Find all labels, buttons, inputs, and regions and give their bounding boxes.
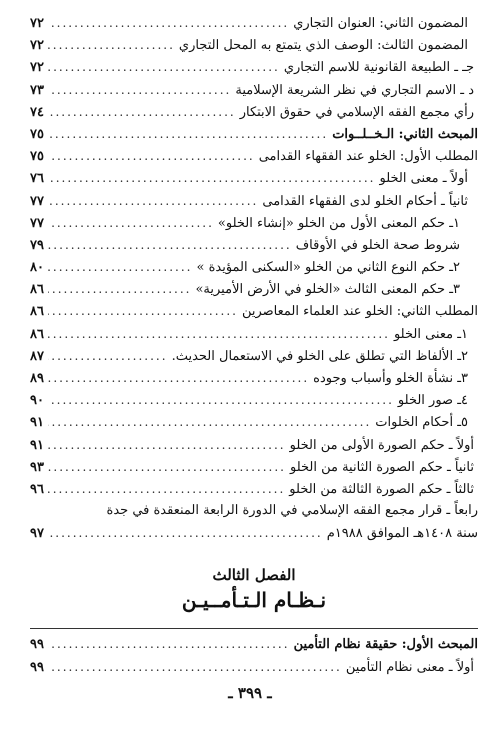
toc-entry <box>30 389 478 411</box>
toc-entry-title: المطلب الثاني: الخلو عند العلماء المعاصرين <box>241 304 478 320</box>
toc-entry-title: ثانياً ـ أحكام الخلو لدى الفقهاء القدامى <box>262 193 468 209</box>
toc-entry-title: ١ـ حكم المعنى الأول من الخلو «إنشاء الخلو» <box>217 215 460 231</box>
leader-dots <box>48 34 175 56</box>
leader-dots <box>48 478 285 500</box>
toc-entry <box>30 56 478 78</box>
toc-entry <box>30 323 478 345</box>
toc-entry-page: ٨٠ <box>30 260 44 276</box>
toc-entry <box>30 345 478 367</box>
leader-dots <box>48 411 371 433</box>
toc-entry-page: ٩٩ <box>30 659 44 675</box>
leader-dots <box>48 212 214 234</box>
leader-dots <box>48 167 376 189</box>
toc-entry-page: ٨٧ <box>30 348 44 364</box>
toc-entry-title-cont: سنة ١٤٠٨هـ الموافق ١٩٨٨م <box>326 526 478 542</box>
leader-dots <box>48 456 286 478</box>
leader-dots <box>48 633 290 655</box>
toc-entry-title: ١ـ معنى الخلو <box>393 326 468 342</box>
toc-entry-title: المبحث الأول: حقيقة نظام التأمين <box>293 637 478 653</box>
toc-entry-page: ٨٦ <box>30 282 44 298</box>
toc-entry <box>30 79 478 101</box>
leader-dots <box>48 79 231 101</box>
toc-entry-title: أولاً ـ حكم الصورة الأولى من الخلو <box>289 437 474 453</box>
toc-entry-page: ٧٩ <box>30 237 44 253</box>
toc-entry-page: ٩١ <box>30 437 44 453</box>
chapter-heading <box>30 564 478 614</box>
leader-dots <box>48 300 238 322</box>
toc-entry <box>30 234 478 256</box>
toc-entry <box>30 256 478 278</box>
toc-entry <box>30 656 478 678</box>
toc-entry-title: أولاً ـ معنى نظام التأمين <box>345 659 474 675</box>
toc-entry-page: ٧٦ <box>30 171 44 187</box>
toc-entry <box>30 101 478 123</box>
toc-entry-page: ٩٦ <box>30 481 44 497</box>
toc-entry-title: ثانياً ـ حكم الصورة الثانية من الخلو <box>289 459 474 475</box>
toc-entry-wrapped <box>30 500 478 522</box>
toc-entry-title: شروط صحة الخلو في الأوقاف <box>295 237 460 253</box>
toc-entry-page: ٧٣ <box>30 82 44 98</box>
toc-entry <box>30 167 478 189</box>
leader-dots <box>48 56 280 78</box>
toc-entry <box>30 278 478 300</box>
toc-entry-page: ٧٧ <box>30 193 44 209</box>
toc-entry <box>30 633 478 655</box>
chapter-label: الفصل الثالث <box>212 566 296 585</box>
leader-dots <box>48 190 258 212</box>
toc-entry-title: ٥ـ أحكام الخلوات <box>375 415 468 431</box>
toc-entry-title: المضمون الثاني: العنوان التجاري <box>293 16 468 31</box>
toc-entry-title: د ـ الاسم التجاري في نظر الشريعة الإسلامية <box>235 82 474 98</box>
leader-dots <box>48 234 292 256</box>
toc-list-bottom <box>30 633 478 677</box>
toc-entry-page: ٩٠ <box>30 393 44 409</box>
toc-entry-title: ٢ـ الألفاظ التي تطلق على الخلو في الاستعمال الحديث. <box>171 348 468 364</box>
toc-entry <box>30 434 478 456</box>
toc-entry-title: جـ ـ الطبيعة القانونية للاسم التجاري <box>283 60 474 76</box>
toc-entry-title: أولاً ـ معنى الخلو <box>379 171 468 187</box>
leader-dots <box>48 101 236 123</box>
toc-entry <box>30 411 478 433</box>
toc-entry-title: رأي مجمع الفقه الإسلامي في حقوق الابتكار <box>239 104 474 120</box>
leader-dots <box>48 434 286 456</box>
chapter-title: نـظـام الـتـأمــيـن <box>181 588 327 613</box>
toc-entry-page: ٨٦ <box>30 304 44 320</box>
leader-dots <box>48 323 390 345</box>
toc-entry-page: ٨٩ <box>30 371 44 386</box>
leader-dots <box>48 123 328 145</box>
toc-entry-wrapped-cont <box>30 522 478 544</box>
toc-entry <box>30 478 478 500</box>
toc-entry-title: ٣ـ نشأة الخلو وأسباب وجوده <box>313 371 468 386</box>
toc-entry <box>30 456 478 478</box>
toc-entry-page: ٩١ <box>30 415 44 431</box>
toc-entry-title: ثالثاً ـ حكم الصورة الثالثة من الخلو <box>289 481 474 497</box>
leader-dots <box>48 389 394 411</box>
toc-entry-page: ٧٧ <box>30 215 44 231</box>
leader-dots <box>48 256 193 278</box>
toc-entry-page: ٨٦ <box>30 326 44 342</box>
toc-entry-page: ٧٢ <box>30 38 44 54</box>
toc-entry-title: ٢ـ حكم النوع الثاني من الخلو «السكنى المؤيدة » <box>196 260 460 276</box>
toc-entry-title: ٣ـ حكم المعنى الثالث «الخلو في الأرض الأميرية» <box>195 282 460 298</box>
toc-entry <box>30 123 478 145</box>
toc-entry-title: المبحث الثاني: الـخــلــوات <box>332 126 478 142</box>
toc-entry-page: ٧٢ <box>30 60 44 76</box>
toc-entry-page: ٩٣ <box>30 459 44 475</box>
leader-dots <box>48 278 192 300</box>
page-number: ـ ٣٩٩ ـ <box>228 684 272 702</box>
leader-dots <box>48 145 255 167</box>
toc-entry-title: المطلب الأول: الخلو عند الفقهاء القدامى <box>258 149 478 165</box>
toc-entry-title: ٤ـ صور الخلو <box>397 393 468 409</box>
toc-entry-page: ٧٥ <box>30 126 44 142</box>
toc-entry <box>30 34 478 56</box>
toc-entry <box>30 12 478 34</box>
toc-entry <box>30 190 478 212</box>
toc-entry-title: المضمون الثالث: الوصف الذي يتمتع به المحل التجاري <box>178 38 468 54</box>
toc-entry-page: ٩٩ <box>30 637 44 653</box>
leader-dots <box>48 12 289 34</box>
divider <box>30 628 478 629</box>
leader-dots <box>48 345 168 367</box>
leader-dots <box>48 656 342 678</box>
leader-dots <box>48 522 323 544</box>
toc-entry-page: ٧٤ <box>30 104 44 120</box>
toc-entry-page: ٩٧ <box>30 526 44 542</box>
toc-list-top <box>30 12 478 500</box>
toc-entry <box>30 145 478 167</box>
leader-dots <box>48 367 309 389</box>
toc-entry <box>30 300 478 322</box>
toc-entry-title: رابعاً ـ قرار مجمع الفقه الإسلامي في الدورة الرابعة المنعقدة في جدة <box>106 503 478 519</box>
toc-entry-page: ٧٥ <box>30 149 44 165</box>
toc-entry-page: ٧٢ <box>30 16 44 31</box>
toc-entry <box>30 367 478 389</box>
toc-entry <box>30 212 478 234</box>
